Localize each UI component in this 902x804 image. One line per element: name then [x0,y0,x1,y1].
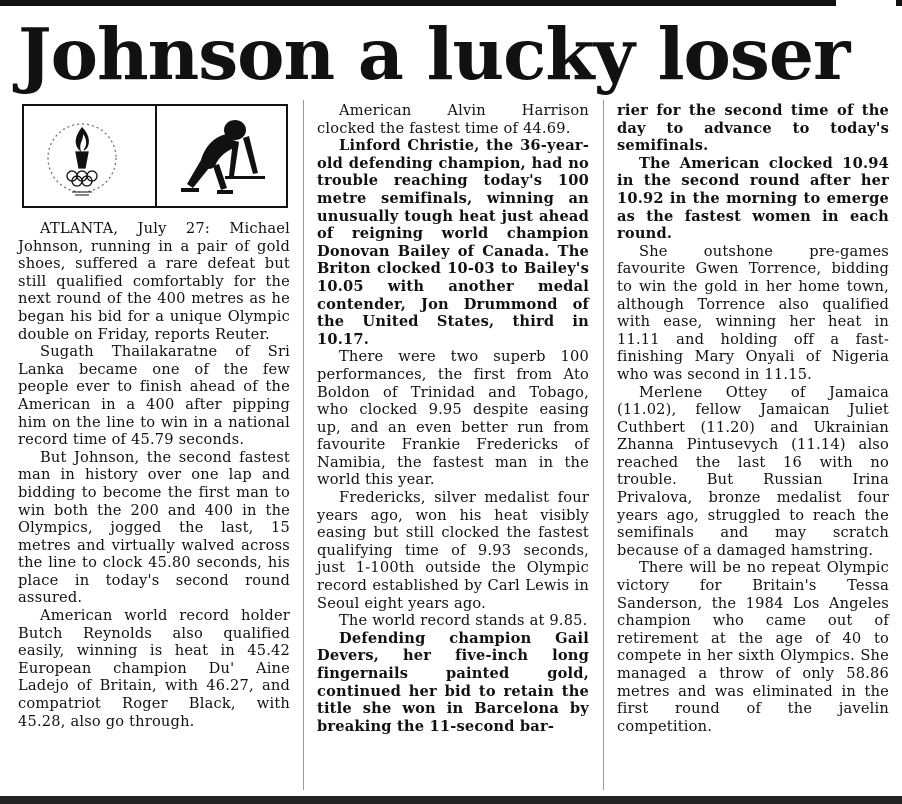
paragraph-bold: The American clocked 10.94 in the second round after her 10.92 in the morning to emerge as the fastest women in each round. [617,154,889,243]
article-column-3 [617,102,889,735]
paragraph: The world record stands at 9.85. [339,612,588,630]
top-rule [0,0,902,6]
bottom-rule [0,796,902,804]
paragraph: Sugath Thailakaratne of Sri Lanka became one of the few people ever to finish ahead of the American in a 400 after pipping him on the line to win in a national record time of 45.79 seconds. [18,343,290,449]
paragraph: But Johnson, the second fastest man in history over one lap and bidding to become the first man to win both the 200 and 400 in the Olympics, jogged the last, 15 metres and virtually walved across the line to clock 45.80 seconds, his place in today's second round assured. [18,448,290,607]
paragraph: Fredericks, silver medalist four years ago, won his heat visibly easing but still clocked the fastest qualifying time of 9.93 seconds, just 1-100th outside the Olympic record established by Carl Lewis in Seoul eight years ago. [317,489,589,612]
paragraph: There will be no repeat Olympic victory for Britain's Tessa Sanderson, the 1984 Los Angeles champion who came out of retirement at the age of 40 to compete in her sixth Olympics. She managed a throw of only 58.86 metres and was eliminated in the first round of the javelin competition. [617,559,889,735]
sprinter-crouch-icon [157,106,288,206]
paragraph-bold: rier for the second time of the day to advance to today's semifinals. [617,102,889,155]
headline: Johnson a lucky loser [18,12,850,96]
column-divider [303,100,304,790]
sprinter-image [157,106,288,206]
top-rule-gap [836,0,896,6]
paragraph-bold: Linford Christie, the 36-year-old defending champion, had no trouble reaching today's 100 metre semifinals, winning an unusually tough heat just ahead of reigning world champion Donovan Bailey of Canada. The Briton clocked 10-03 to Bailey's 10.05 with another medal contender, Jon Drummond of the United States, third in 10.17. [317,137,589,348]
paragraph: American Alvin Harrison clocked the fastest time of 44.69. [317,102,589,137]
paragraph-bold: Defending champion Gail Devers, her five-inch long fingernails painted gold, continued her bid to retain the title she won in Barcelona by breaking the 11-second bar- [317,629,589,735]
paragraph: ATLANTA, July 27: Michael Johnson, running in a pair of gold shoes, suffered a rare defeat but still qualified comfortably for the next round of the 400 metres as he began his bid for a unique Olympic double on Friday, reports Reuter. [18,220,290,343]
image-panel [22,104,288,208]
paragraph: American world record holder Butch Reynolds also qualified easily, winning is heat in 45.42 European champion Du' Aine Ladejo of Britain, with 46.27, and compatriot Roger Black, with 45.28, also go through. [18,607,290,730]
paragraph: Merlene Ottey of Jamaica (11.02), fellow Jamaican Juliet Cuthbert (11.20) and Ukrainian Zhanna Pintusevych (11.14) also reached the last 16 with no trouble. But Russian Irina Privalova, bronze medalist four years ago, struggled to reach the semifinals and may scratch because of a damaged hamstring. [617,383,889,559]
olympic-torch-rings-icon [24,106,155,206]
paragraph: She outshone pre-games favourite Gwen Torrence, bidding to win the gold in her home town, although Torrence also qualified with ease, winning her heat in 11.11 and holding off a fast-finishing Mary Onyali of Nigeria who was second in 11.15. [617,242,889,383]
article-column-2 [317,102,589,735]
paragraph: There were two superb 100 performances, the first from Ato Boldon of Trinidad and Tobago, who clocked 9.95 despite easing up, and an even better run from favourite Frankie Fredericks of Namibia, the fastest man in the world this year. [317,348,589,489]
column-divider [603,100,604,790]
article-column-1 [18,220,290,730]
olympic-logo [24,106,157,206]
